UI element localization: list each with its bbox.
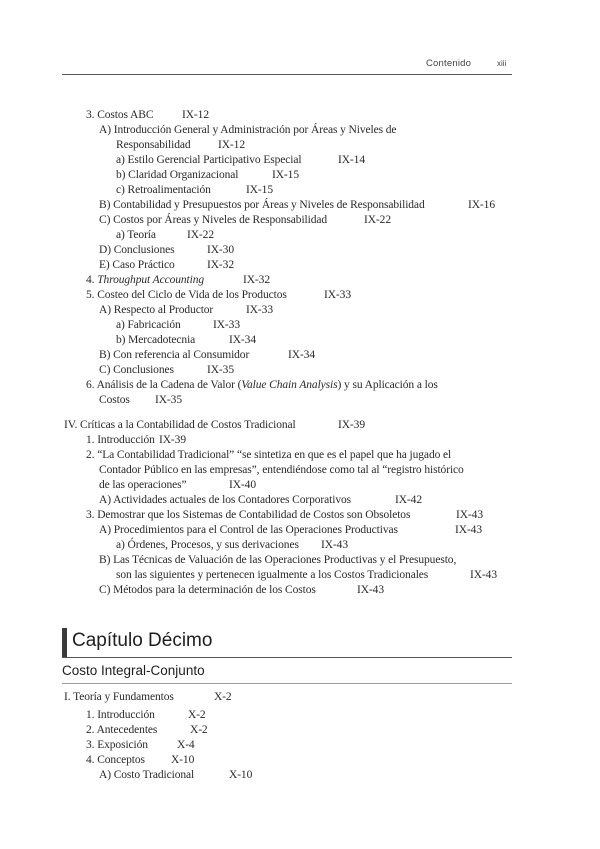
- toc-entry[interactable]: [86, 288, 351, 302]
- toc-entry-page: IX-43: [456, 509, 483, 521]
- toc-entry-text: I. Teoría y Fundamentos: [64, 691, 174, 703]
- toc-entry-page: IX-14: [338, 154, 365, 166]
- toc-entry-text: b) Mercadotecnia: [116, 334, 196, 346]
- toc-entry-text: son las siguientes y pertenecen igualmente a los Costos Tradicionales: [116, 569, 429, 581]
- toc-entry-page: IX-33: [213, 319, 240, 331]
- toc-entry-text: 3. Demostrar que los Sistemas de Contabilidad de Costos son Obsoletos: [86, 509, 411, 521]
- toc-entry-text: IV. Críticas a la Contabilidad de Costos Tradicional: [64, 419, 296, 431]
- toc-entry[interactable]: [99, 393, 182, 407]
- toc-entry-page: IX-39: [338, 419, 365, 431]
- toc-entry-text: C) Métodos para la determinación de los Costos: [99, 584, 316, 596]
- toc-entry-text-suffix: ) y su Aplicación a los: [337, 379, 438, 391]
- toc-entry: [86, 378, 438, 392]
- toc-entry-text: a) Fabricación: [116, 319, 181, 331]
- toc-entry-page: IX-43: [357, 584, 384, 596]
- toc-entry-text: A) Costo Tradicional: [99, 769, 195, 781]
- running-header-section: Contenido: [426, 58, 472, 69]
- toc-entry[interactable]: [64, 418, 365, 432]
- toc-entry-text: 1. Introducción: [86, 434, 155, 446]
- toc-entry-text: Costos: [99, 394, 130, 406]
- toc-entry[interactable]: [99, 493, 422, 507]
- toc-entry[interactable]: [86, 508, 483, 522]
- toc-entry-page: IX-12: [218, 139, 245, 151]
- toc-entry[interactable]: [116, 228, 214, 242]
- toc-entry[interactable]: [86, 738, 195, 752]
- toc-entry-text: 3. Exposición: [86, 739, 148, 751]
- toc-entry-page: IX-34: [229, 334, 256, 346]
- toc-entry-page: X-10: [171, 754, 195, 766]
- chapter-rule: [62, 657, 512, 658]
- toc-entry-text: c) Retroalimentación: [116, 184, 211, 196]
- toc-entry-page: X-2: [188, 709, 206, 721]
- toc-entry-page: X-2: [214, 691, 232, 703]
- toc-entry[interactable]: [86, 273, 270, 287]
- toc-entry[interactable]: [99, 243, 234, 257]
- toc-entry[interactable]: [99, 363, 234, 377]
- toc-entry[interactable]: [86, 108, 209, 122]
- toc-entry-page: IX-22: [364, 214, 391, 226]
- toc-entry-page: IX-33: [324, 289, 351, 301]
- toc-entry: [99, 553, 456, 567]
- header-rule: [62, 74, 512, 75]
- toc-entry: [99, 463, 464, 477]
- toc-entry-text: B) Con referencia al Consumidor: [99, 349, 250, 361]
- toc-entry[interactable]: [86, 708, 206, 722]
- toc-entry-page: IX-12: [182, 109, 209, 121]
- chapter-title: Capítulo Décimo: [72, 630, 213, 651]
- toc-entry-page: IX-43: [321, 539, 348, 551]
- toc-entry-text: 3. Costos ABC: [86, 109, 154, 121]
- toc-entry[interactable]: [116, 538, 348, 552]
- toc-entry-text-prefix: 6. Análisis de la Cadena de Valor (: [86, 379, 242, 391]
- toc-entry: [99, 123, 396, 137]
- toc-entry[interactable]: [99, 523, 482, 537]
- toc-entry-page: X-10: [229, 769, 253, 781]
- toc-entry-page: IX-35: [207, 364, 234, 376]
- toc-entry[interactable]: [99, 768, 253, 782]
- toc-entry-text: 2. Antecedentes: [86, 724, 158, 736]
- toc-entry-page: IX-15: [246, 184, 273, 196]
- toc-entry-page: IX-43: [470, 569, 497, 581]
- running-header-page-number: xiii: [497, 59, 507, 68]
- toc-entry-page: IX-16: [468, 199, 495, 211]
- toc-entry-text: A) Respecto al Productor: [99, 304, 214, 316]
- toc-entry-page: IX-39: [159, 434, 186, 446]
- toc-entry-text: A) Procedimientos para el Control de las Operaciones Productivas: [99, 524, 398, 536]
- toc-entry-text: 2. “La Contabilidad Tradicional” “se sintetiza en que es el papel que ha jugado el: [86, 449, 452, 461]
- toc-entry-page: IX-32: [207, 259, 234, 271]
- toc-entry: [86, 448, 451, 462]
- toc-entry[interactable]: [86, 433, 186, 447]
- toc-entry-page: X-2: [190, 724, 208, 736]
- toc-entry[interactable]: [116, 183, 273, 197]
- toc-entry-text: E) Caso Práctico: [99, 259, 175, 271]
- toc-entry-text: A) Actividades actuales de los Contadores Corporativos: [99, 494, 352, 506]
- chapter-subtitle-rule: [62, 683, 512, 684]
- toc-entry-text-italic: Value Chain Analysis: [241, 379, 338, 391]
- toc-entry-text: B) Las Técnicas de Valuación de las Operaciones Productivas y el Presupuesto,: [99, 554, 457, 566]
- toc-entry-text: 4. Conceptos: [86, 754, 145, 766]
- toc-entry-text: Responsabilidad: [116, 139, 191, 151]
- toc-entry-page: IX-30: [207, 244, 234, 256]
- toc-entry-page: IX-33: [246, 304, 273, 316]
- toc-entry-page: IX-34: [288, 349, 315, 361]
- toc-entry-text: b) Claridad Organizacional: [116, 169, 239, 181]
- toc-entry-page: IX-43: [455, 524, 482, 536]
- toc-entry-text: C) Costos por Áreas y Niveles de Responsabilidad: [99, 214, 328, 226]
- toc-entry[interactable]: [64, 690, 232, 704]
- toc-entry[interactable]: [99, 198, 495, 212]
- toc-entry[interactable]: [99, 303, 273, 317]
- toc-entry-page: IX-22: [187, 229, 214, 241]
- toc-entry[interactable]: [99, 478, 256, 492]
- toc-entry[interactable]: [116, 153, 365, 167]
- toc-entry[interactable]: [116, 138, 245, 152]
- toc-entry[interactable]: [86, 723, 208, 737]
- toc-entry-text: de las operaciones”: [99, 479, 187, 491]
- toc-entry[interactable]: [116, 333, 256, 347]
- toc-entry-page: X-4: [177, 739, 195, 751]
- toc-entry[interactable]: [86, 753, 195, 767]
- toc-entry-page: IX-35: [155, 394, 182, 406]
- toc-entry-page: IX-15: [272, 169, 299, 181]
- toc-entry[interactable]: [99, 583, 384, 597]
- toc-entry[interactable]: [116, 168, 299, 182]
- toc-entry-text: D) Conclusiones: [99, 244, 175, 256]
- toc-entry-page: IX-40: [229, 479, 256, 491]
- chapter-subtitle: Costo Integral-Conjunto: [62, 663, 205, 678]
- toc-entry[interactable]: [99, 213, 391, 227]
- toc-entry-page: IX-32: [243, 274, 270, 286]
- toc-entry-text: Contador Público en las empresas”, entendiéndose como tal al “registro histórico: [99, 464, 464, 476]
- toc-entry[interactable]: [116, 318, 240, 332]
- toc-entry-text: 5. Costeo del Ciclo de Vida de los Productos: [86, 289, 287, 301]
- toc-entry[interactable]: [99, 348, 315, 362]
- chapter-marker-bar: [62, 628, 67, 658]
- toc-entry-text: C) Conclusiones: [99, 364, 174, 376]
- toc-entry-text: 1. Introducción: [86, 709, 155, 721]
- toc-entry-text: a) Estilo Gerencial Participativo Especial: [116, 154, 302, 166]
- toc-entry-text: A) Introducción General y Administración por Áreas y Niveles de: [99, 124, 397, 136]
- toc-entry-text-italic: Throughput Accounting: [97, 274, 205, 286]
- toc-entry-text: B) Contabilidad y Presupuestos por Áreas y Niveles de Responsabilidad: [99, 199, 425, 211]
- toc-entry[interactable]: [116, 568, 497, 582]
- toc-entry-text: a) Órdenes, Procesos, y sus derivaciones: [116, 539, 299, 551]
- toc-entry-page: IX-42: [395, 494, 422, 506]
- toc-entry[interactable]: [99, 258, 234, 272]
- toc-entry-text: a) Teoría: [116, 229, 156, 241]
- toc-entry-text-prefix: 4.: [86, 274, 98, 286]
